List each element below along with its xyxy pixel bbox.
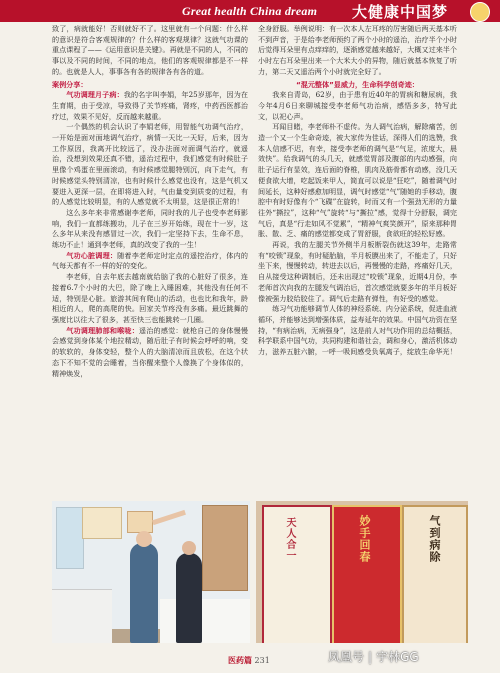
photo-practitioner-head [136,531,152,547]
right-paragraph-2: 我来自青岛，62岁，由于患有近40年的胃病和糖尿病，我今年4月6日来聊城接受李老师气功治病，感悟多多，特写此文，以祀心声。 [258,90,457,121]
watermark-author: 宇林GG [376,650,419,664]
photo-patient-head [182,541,196,555]
watermark [328,648,419,665]
treatment-photo [52,501,250,643]
watermark-site: 凤凰号 [328,650,365,664]
left-paragraph-3: 一个偶然的机会认识了李娟老师，用智能气功调气治疗，一开始是面对面地调气治疗，病情一天比一天好，后来，因为工作原因，我离开比较远了，没办法面对面调气治疗，就遥治，没想到效果还真不错，遥治过程中，我们感觉有时候肚子里像个鸡蛋在里面滚动，有时候感觉腿特别沉，向下走气，有时候感觉头特别清凉，也有时候什么感觉也没有，这是气机又要进入更深一层，在即将进入时，气由量变到质变的过程，有的人感觉比较明显，有的人感觉就不太明显，这是很正常的！ [52,122,248,207]
case4-heading: “混元整体”显威力，生命科学创奇迹： [296,79,419,89]
banners-photo [256,501,468,643]
right-paragraph-4: 再说，我的左腿关节外侧半月板断裂伤就这39年，走路常有“咬锁”现象，有时疑胎脑，半月板膜出来了，不能走了，只好坐下来，慢慢转动，转进去以后，再慢慢的走路，疼痛好几天，自从接受这种调制后，还未出现过“咬锁”现象，近期4月份，李老师首次向我的左腿发气调治后，首次感觉就要多年的半月板好像被强力胶给胶住了。调气后走路有弹性，有好受的感觉。 [258,240,457,303]
watermark-separator: | [368,650,373,664]
case3-text: 遥治的感觉：就枪自己的身体慢慢会感觉到身体某个地拉精动，随后肚子有时候会呼呼的响，变的软软的，身体变轻，整个人的大脑清凉而且放松，在这个状态下不知不觉的会睡着，当你醒来整个人像换了个身体似的，精神焕发， [52,325,248,378]
right-paragraph-3: 耳闻目睹，李老师朴不虚传。为人调气治病，解除痛苦，创造一个又一个生命奇迹，被大家传为佳话，深得人们的选赞，我本人信感不迟，有幸，接受李老师的调气是“气足，浓度大，晨效快”。给我调气的头几天，就感觉胃部及腹部的内动感强，向肚子运行有显效，连后面的脊椎，肌肉及筋骨都有动感，没几天便食欲大增，吃起饭来甲人，简直可以说是“狂吃”，随着调气时间延长，这种好感愈加明显，调气时感觉“气”随她的手移动，腹腔中有时好像有个“飞碟”在旋转，时而又有一个强劲无形的力量往外“撕拉”，这种“气”旋转“与“撕拉”感，觉得十分舒服，调完气后，真是“行走如风不觉累”，“精神气爽笑颜开”，原来那种胃胀、散、乏、痛的感觉都变成了胃舒服，食欲旺的轻松好感。 [258,122,457,239]
case1-text: 我的名字叫李娟，年25岁那年，因为在生育期，由于受凉，导致得了关节疼痛，肾疼，中药西医都治疗过，效果不见好，反而越来越重。 [52,90,248,121]
case3-heading: 气功调理肺部和喉咙： [66,325,139,335]
scroll-middle-text: 妙手回春 [358,515,371,563]
photo-patient [176,553,202,643]
scroll-right-text: 气到病除 [428,515,441,563]
photo-bed [160,599,250,643]
left-column [52,24,248,494]
photo-cabinet [52,589,112,643]
header-title-en: Great health China dream [182,4,318,18]
header-logo [470,2,490,22]
photo-poster-small [127,511,153,533]
scroll-left [262,505,332,643]
right-paragraph-5: 练习气功能够调节人体的神经系统、内分泌系统，促进血液循环，并能够达到增强体质，益寿延年的效果。中国气功资在坚持，“有病治病，无病强身”，这是前人对气功作用的总结概括，科学联系中国气功，共同构建和谐社会，调和身心，激活机体动力，滋养五脏六腑，一呼一吸间感受负氧离子，绽放生命华光！ [258,304,457,357]
photo-poster [82,507,122,539]
case-share-heading: 案例分享： [52,79,88,89]
case1-heading: 气功调理月子病： [66,90,124,100]
right-paragraph-1: 全身舒服。举例说明：有一次本人左耳疼的厉害随后两天基本听不到声音，于是给李老师预约了两个小时的遥治，治疗半个小时后觉得耳朵里有点痒痒的，逐渐感觉越来越好，大概又过来半个小时左右耳朵里出来一个大米大小的异物，随后就基本恢复了听力，第二天又遥治两个小时就完全好了。 [258,24,457,76]
left-paragraph-1: 致了，病就能好！否则就好不了。这里就有一个问题：什么样的意识是符合客观规律的？什么样的客观规律？这就气功课的重点课程了——《运用意识是关键》。再就是不同的人，不同的事以及不同的时间，不同的地点，他们的客观规律都是不一样的。也就是人人，事事各有各的规律各有各的道。 [52,24,248,76]
page-footer [228,655,270,666]
magazine-section: 医药篇 [228,656,252,665]
photo-practitioner [130,543,158,643]
header-banner [0,0,500,22]
right-column [258,24,457,504]
left-paragraph-6: 李老师，自去年底去越南就给脑了我的心脏好了很多，连接着6.7个小时的大巴，除了晚上入睡困难，其他没有任何不适，特别是心脏。旅游其间有爬山的活动，也也比和我年，龄相近的人，爬的高爬的快。回家关节疼没有多痛。最近跳舞的强度比以往大了很多，甚至快三也能跳转一几圈。 [52,272,248,324]
left-paragraph-4: 这么多年来非常感谢李老师，同时我的儿子也受李老师影响，我们一直都练搬功，儿子在三岁开始练，现在十一岁，这么多年从来没有感冒过一次，我们一定坚持下去，生命不息，练功不止！通到李老师，真的改变了我的一生！ [52,207,248,250]
case2-heading: 气功心脏调理： [66,250,118,260]
page-number: 231 [254,656,270,665]
header-title-cn: 大健康中国梦 [352,3,449,21]
scroll-left-text: 天人合一 [284,517,295,561]
photo-window [56,507,84,569]
photo-door [202,505,248,591]
case2-text: 随着李老师定时定点的遥控治疗，体内的气每天都有不一样的好的变化。 [52,250,248,271]
